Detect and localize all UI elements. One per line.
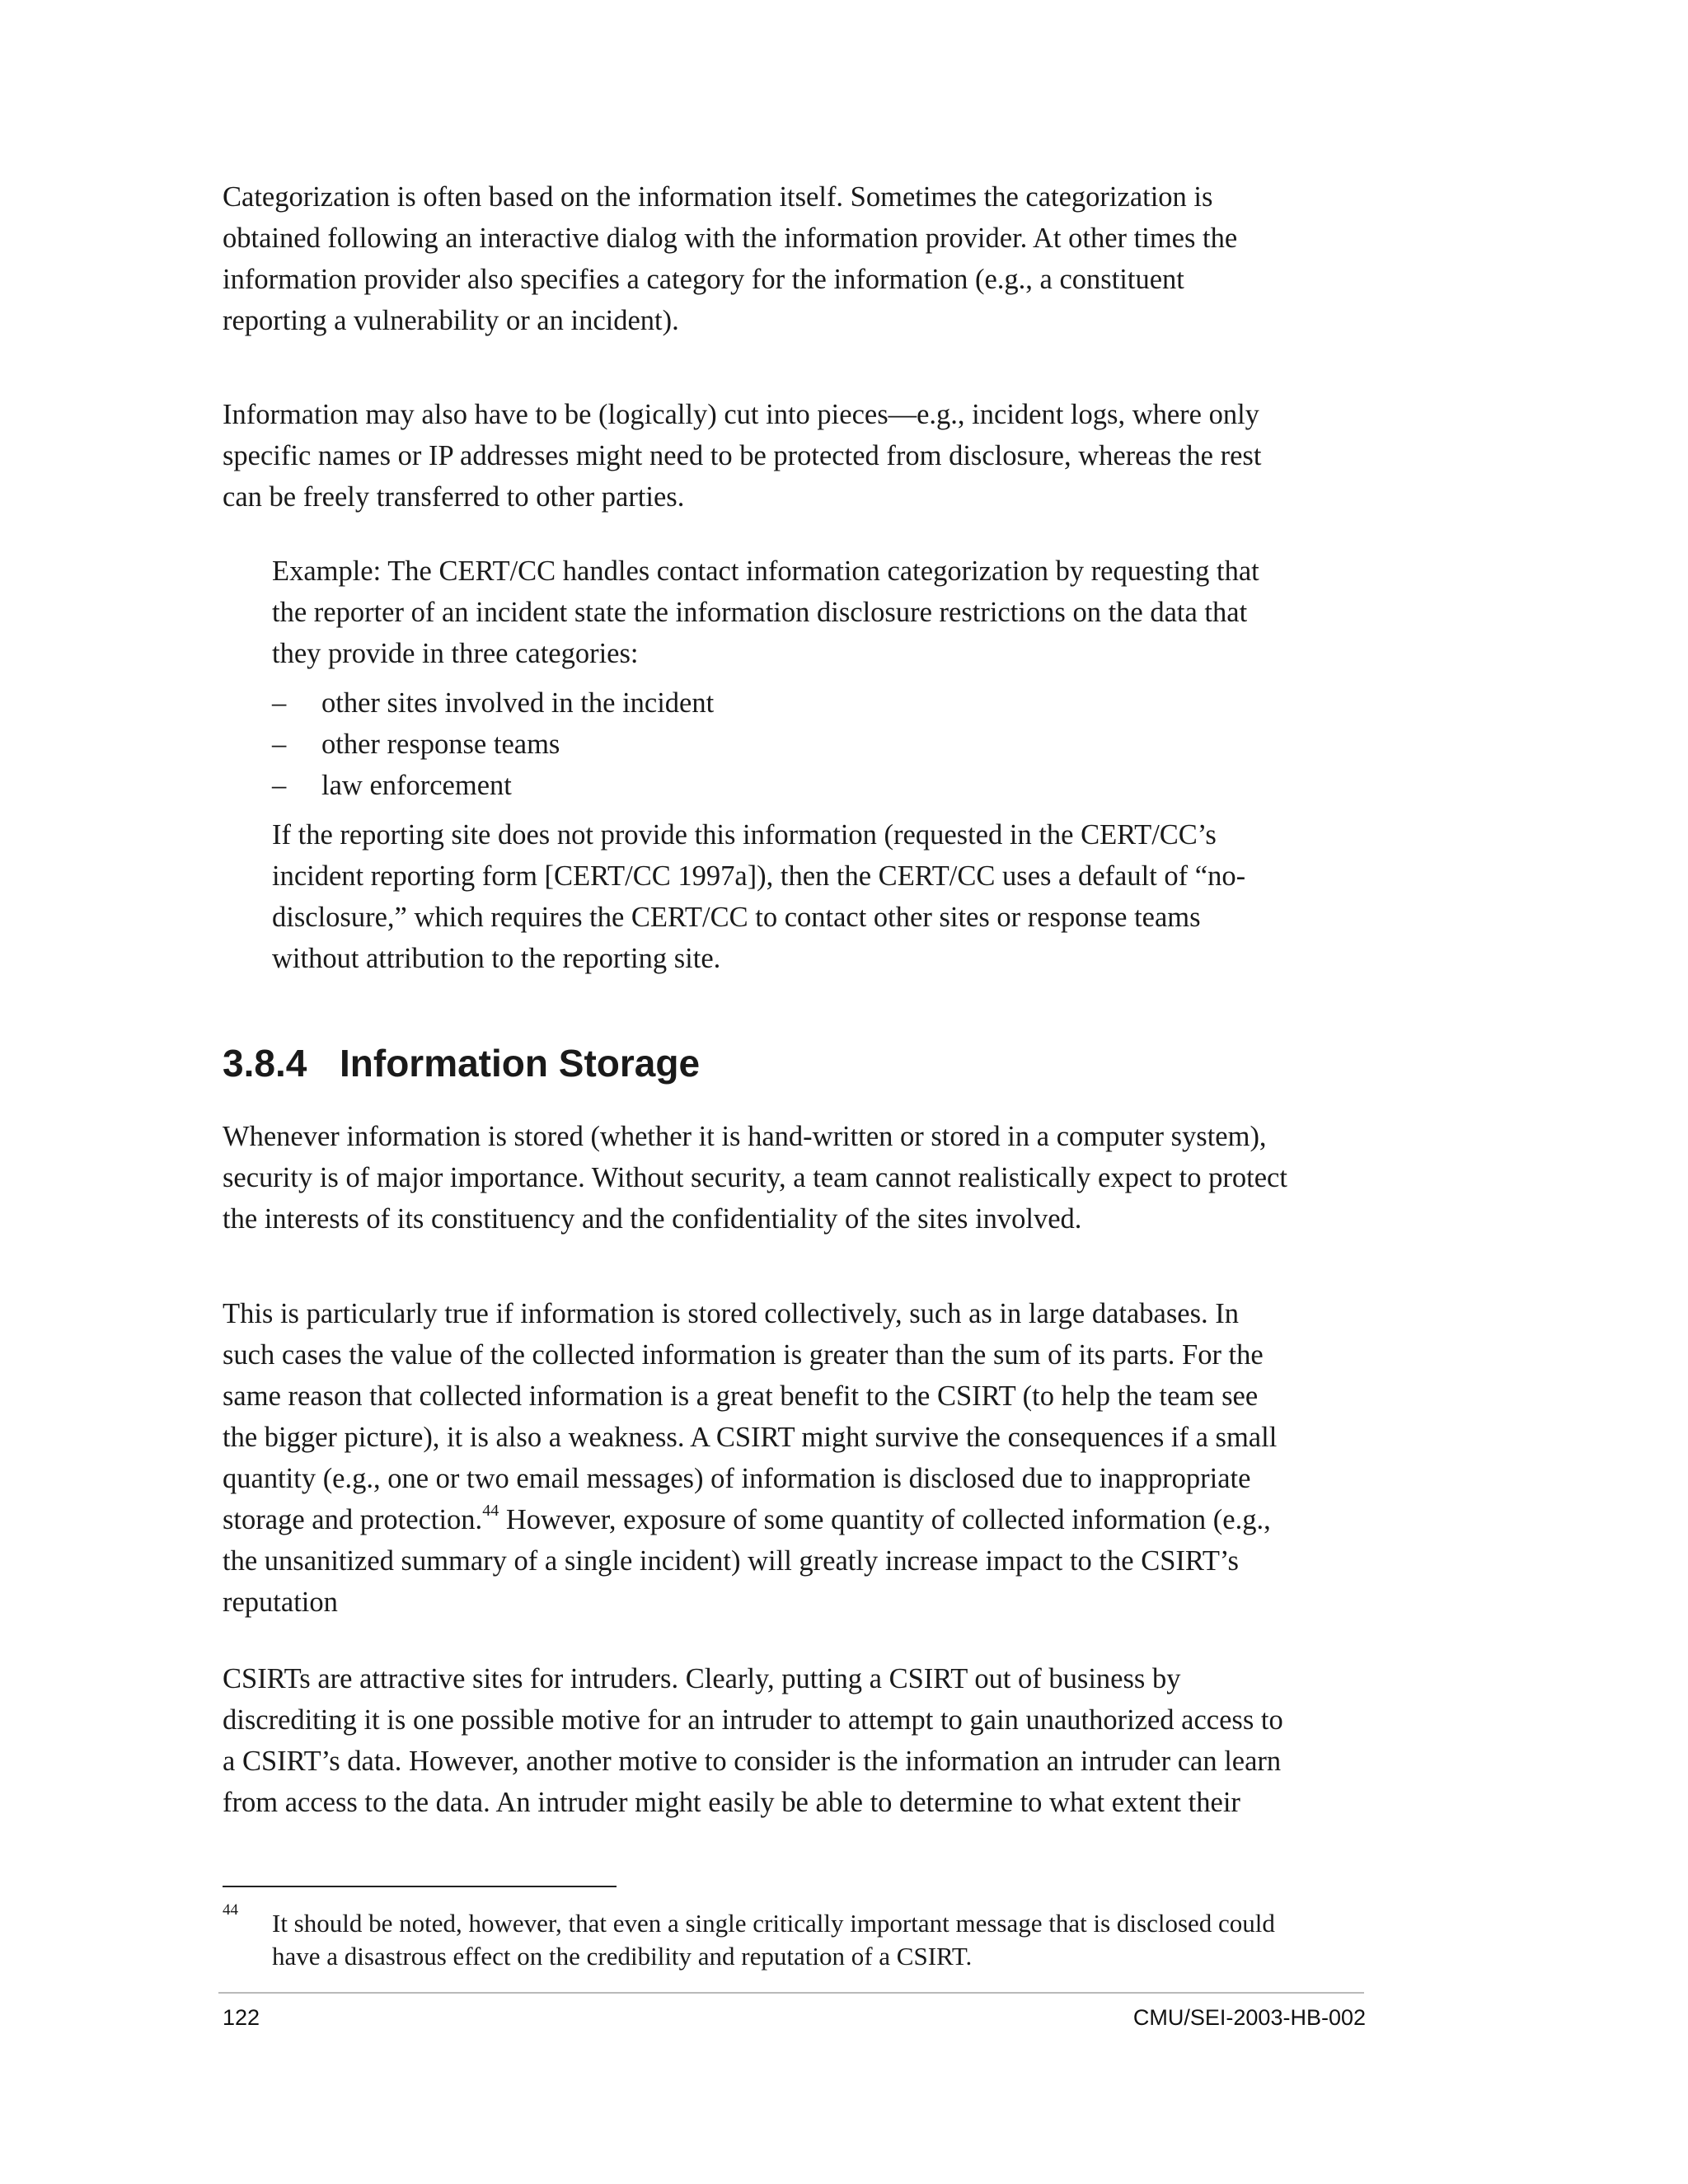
text-line: Example: The CERT/CC handles contact information categorization by requesting that <box>272 555 1259 587</box>
text-line <box>223 1499 1360 1540</box>
example-default-policy <box>272 814 1360 979</box>
text-line: specific names or IP addresses might need to be protected from disclosure, whereas the rest <box>223 440 1262 471</box>
paragraph-storage-security <box>223 1116 1360 1240</box>
text-line: If the reporting site does not provide this information (requested in the CERT/CC’s <box>272 819 1217 851</box>
paragraph-intruders <box>223 1658 1360 1823</box>
text-line: can be freely transferred to other parties. <box>223 481 685 513</box>
text-line: quantity (e.g., one or two email messages) of information is disclosed due to inappropriate <box>223 1463 1251 1494</box>
text-line: without attribution to the reporting site. <box>272 943 721 974</box>
text-line: incident reporting form [CERT/CC 1997a]), then the CERT/CC uses a default of “no- <box>272 860 1246 892</box>
page-number: 122 <box>223 2005 260 2030</box>
list-item-text: other response teams <box>321 729 560 760</box>
text-line: disclosure,” which requires the CERT/CC to contact other sites or response teams <box>272 902 1201 933</box>
text-line: Information may also have to be (logically) cut into pieces—e.g., incident logs, where only <box>223 399 1259 430</box>
paragraph-categorization <box>223 176 1360 341</box>
text-line: information provider also specifies a category for the information (e.g., a constituent <box>223 264 1184 295</box>
footer-divider <box>218 1992 1364 1994</box>
text-line: CSIRTs are attractive sites for intruders. Clearly, putting a CSIRT out of business by <box>223 1663 1181 1694</box>
text-line: the reporter of an incident state the information disclosure restrictions on the data that <box>272 597 1248 628</box>
text-line: such cases the value of the collected information is greater than the sum of its parts. For the <box>223 1339 1264 1371</box>
text-line: reputation <box>223 1586 338 1618</box>
list-item-text: other sites involved in the incident <box>321 687 715 719</box>
section-heading <box>223 1040 700 1086</box>
list-item <box>272 765 1360 806</box>
text-line: the bigger picture), it is also a weakness. A CSIRT might survive the consequences if a small <box>223 1422 1278 1453</box>
text-line: same reason that collected information is a great benefit to the CSIRT (to help the team see <box>223 1380 1259 1412</box>
example-intro <box>272 551 1360 674</box>
text-line: the unsanitized summary of a single incident) will greatly increase impact to the CSIRT’s <box>223 1545 1239 1577</box>
text-line: discrediting it is one possible motive for an intruder to attempt to gain unauthorized access to <box>223 1704 1283 1736</box>
text-fragment: storage and protection. <box>223 1504 483 1535</box>
text-line: Whenever information is stored (whether it is hand-written or stored in a computer system), <box>223 1121 1267 1152</box>
dash-bullet: – <box>272 687 287 719</box>
disclosure-categories-list <box>272 682 1360 806</box>
text-line: security is of major importance. Without security, a team cannot realistically expect to protect <box>223 1162 1287 1193</box>
document-id: CMU/SEI-2003-HB-002 <box>1132 2005 1366 2030</box>
text-line: the interests of its constituency and the confidentiality of the sites involved. <box>223 1203 1082 1235</box>
section-title: Information Storage <box>340 1042 701 1085</box>
text-line: obtained following an interactive dialog with the information provider. At other times the <box>223 223 1238 254</box>
text-line: It should be noted, however, that even a single critically important message that is disclosed could <box>272 1909 1275 1938</box>
dash-bullet: – <box>272 770 287 801</box>
text-line: from access to the data. An intruder might easily be able to determine to what extent their <box>223 1787 1240 1818</box>
text-line: Categorization is often based on the information itself. Sometimes the categorization is <box>223 181 1213 213</box>
section-number: 3.8.4 <box>223 1042 307 1085</box>
list-item <box>272 682 1360 724</box>
footnote-number: 44 <box>223 1901 238 1919</box>
dash-bullet: – <box>272 729 287 760</box>
list-item <box>272 724 1360 765</box>
text-line: reporting a vulnerability or an incident). <box>223 305 679 336</box>
text-line: a CSIRT’s data. However, another motive to consider is the information an intruder can learn <box>223 1746 1282 1777</box>
paragraph-logical-cut <box>223 394 1360 518</box>
text-line: This is particularly true if information is stored collectively, such as in large databases. In <box>223 1298 1240 1329</box>
footnote-text <box>272 1907 1360 1973</box>
text-fragment: However, exposure of some quantity of collected information (e.g., <box>499 1504 1271 1535</box>
footnote-reference[interactable]: 44 <box>482 1501 499 1520</box>
list-item-text: law enforcement <box>321 770 512 801</box>
text-line: have a disastrous effect on the credibility and reputation of a CSIRT. <box>272 1942 973 1971</box>
footnote <box>223 1901 1360 1973</box>
text-line: they provide in three categories: <box>272 638 639 669</box>
footnote-separator <box>223 1886 617 1887</box>
paragraph-collective-storage <box>223 1293 1360 1623</box>
